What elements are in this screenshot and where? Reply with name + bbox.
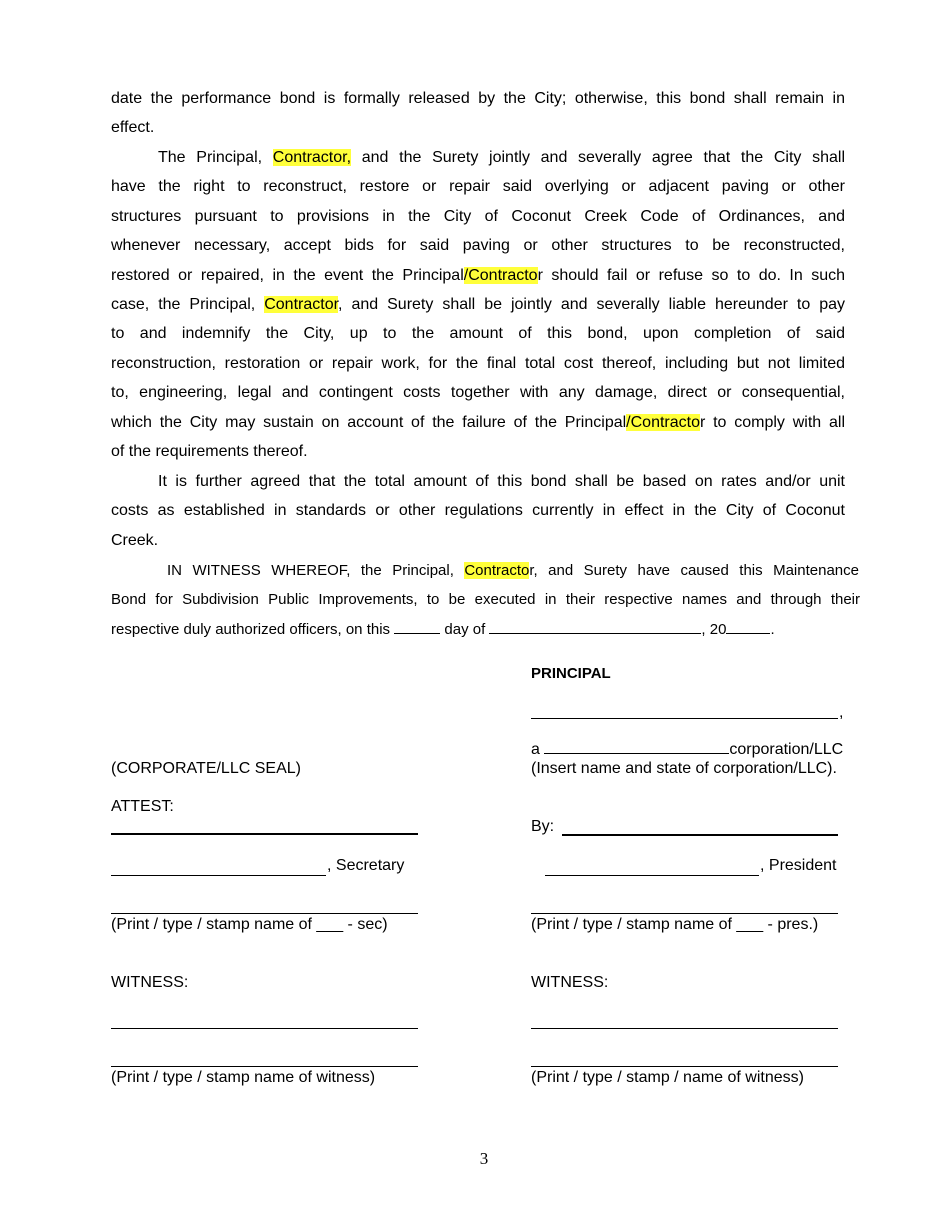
witness-print-line-left[interactable] xyxy=(111,1066,418,1067)
body-text-line: The Principal, Contractor, and the Surety jointly and severally agree that the City shall xyxy=(158,149,846,166)
witness-print-line-right[interactable] xyxy=(531,1066,838,1067)
print-pres-label: (Print / type / stamp name of ___ - pres.) xyxy=(531,916,819,933)
body-text-line: to and indemnify the City, up to the amount of this bond, upon completion of said xyxy=(111,325,845,342)
body-text-line: Creek. xyxy=(111,532,159,549)
page-number: 3 xyxy=(479,1149,489,1168)
body-text-line: costs as established in standards or other regulations currently in effect in the City of Coconut xyxy=(111,502,845,519)
secretary-label: , Secretary xyxy=(327,857,405,874)
highlighted-contractor: Contracto xyxy=(464,562,530,579)
witness-label-right: WITNESS: xyxy=(531,974,609,991)
pres-print-line[interactable] xyxy=(531,913,838,914)
by-signature-line[interactable] xyxy=(562,834,838,836)
body-text-line: effect. xyxy=(111,119,155,136)
witness-signature-line-left[interactable] xyxy=(111,1028,418,1029)
body-text-line: IN WITNESS WHEREOF, the Principal, Contractor, and Surety have caused this Maintenance xyxy=(167,562,859,579)
body-text-line: Bond for Subdivision Public Improvements, to be executed in their respective names and through their xyxy=(111,591,860,608)
print-witness-left: (Print / type / stamp name of witness) xyxy=(111,1069,376,1086)
principal-heading: PRINCIPAL xyxy=(531,665,611,682)
day-blank[interactable] xyxy=(394,619,440,634)
execution-date-line: respective duly authorized officers, on this day of , 20 . xyxy=(111,621,775,638)
president-label: , President xyxy=(760,857,837,874)
sec-print-line[interactable] xyxy=(111,913,418,914)
corporation-line: a corporation/LLC xyxy=(531,741,844,758)
witness-label-left: WITNESS: xyxy=(111,974,189,991)
principal-name-line[interactable] xyxy=(531,718,838,719)
attest-label: ATTEST: xyxy=(111,798,174,815)
highlighted-contractor: /Contracto xyxy=(463,267,538,284)
body-text-line: It is further agreed that the total amount of this bond shall be based on rates and/or unit xyxy=(158,473,845,490)
body-text-line: case, the Principal, Contractor, and Surety shall be jointly and severally liable hereunder to pay xyxy=(111,296,846,313)
print-witness-right: (Print / type / stamp / name of witness) xyxy=(531,1069,804,1086)
print-sec-label: (Print / type / stamp name of ___ - sec) xyxy=(111,916,388,933)
highlighted-contractor: Contractor, xyxy=(272,149,352,166)
body-text-line: of the requirements thereof. xyxy=(111,443,308,460)
highlighted-contractor: Contractor xyxy=(264,296,339,313)
body-text-line: restored or repaired, in the event the Principal/Contractor should fail or refuse so to do. In such xyxy=(111,267,846,284)
body-text-line: which the City may sustain on account of the failure of the Principal/Contractor to comply with all xyxy=(111,414,845,431)
insert-name-note: (Insert name and state of corporation/LLC). xyxy=(531,760,837,777)
year-blank[interactable] xyxy=(726,619,770,634)
principal-comma: , xyxy=(839,704,844,721)
body-text-line: date the performance bond is formally released by the City; otherwise, this bond shall remain in xyxy=(111,90,845,107)
secretary-name-line[interactable] xyxy=(111,875,326,876)
month-blank[interactable] xyxy=(489,619,701,634)
body-text-line: reconstruction, restoration or repair work, for the final total cost thereof, including but not limited xyxy=(111,355,845,372)
state-blank[interactable] xyxy=(544,739,729,754)
corporate-seal-label: (CORPORATE/LLC SEAL) xyxy=(111,760,301,777)
attest-signature-line[interactable] xyxy=(111,833,418,835)
body-text-line: have the right to reconstruct, restore or repair said overlying or adjacent paving or other xyxy=(111,178,845,195)
body-text-line: to, engineering, legal and contingent costs together with any damage, direct or consequential, xyxy=(111,384,845,401)
by-label: By: xyxy=(531,818,555,835)
president-name-line[interactable] xyxy=(545,875,759,876)
highlighted-contractor: /Contracto xyxy=(626,414,700,431)
witness-signature-line-right[interactable] xyxy=(531,1028,838,1029)
body-text-line: whenever necessary, accept bids for said paving or other structures to be reconstructed, xyxy=(111,237,845,254)
body-text-line: structures pursuant to provisions in the City of Coconut Creek Code of Ordinances, and xyxy=(111,208,845,225)
